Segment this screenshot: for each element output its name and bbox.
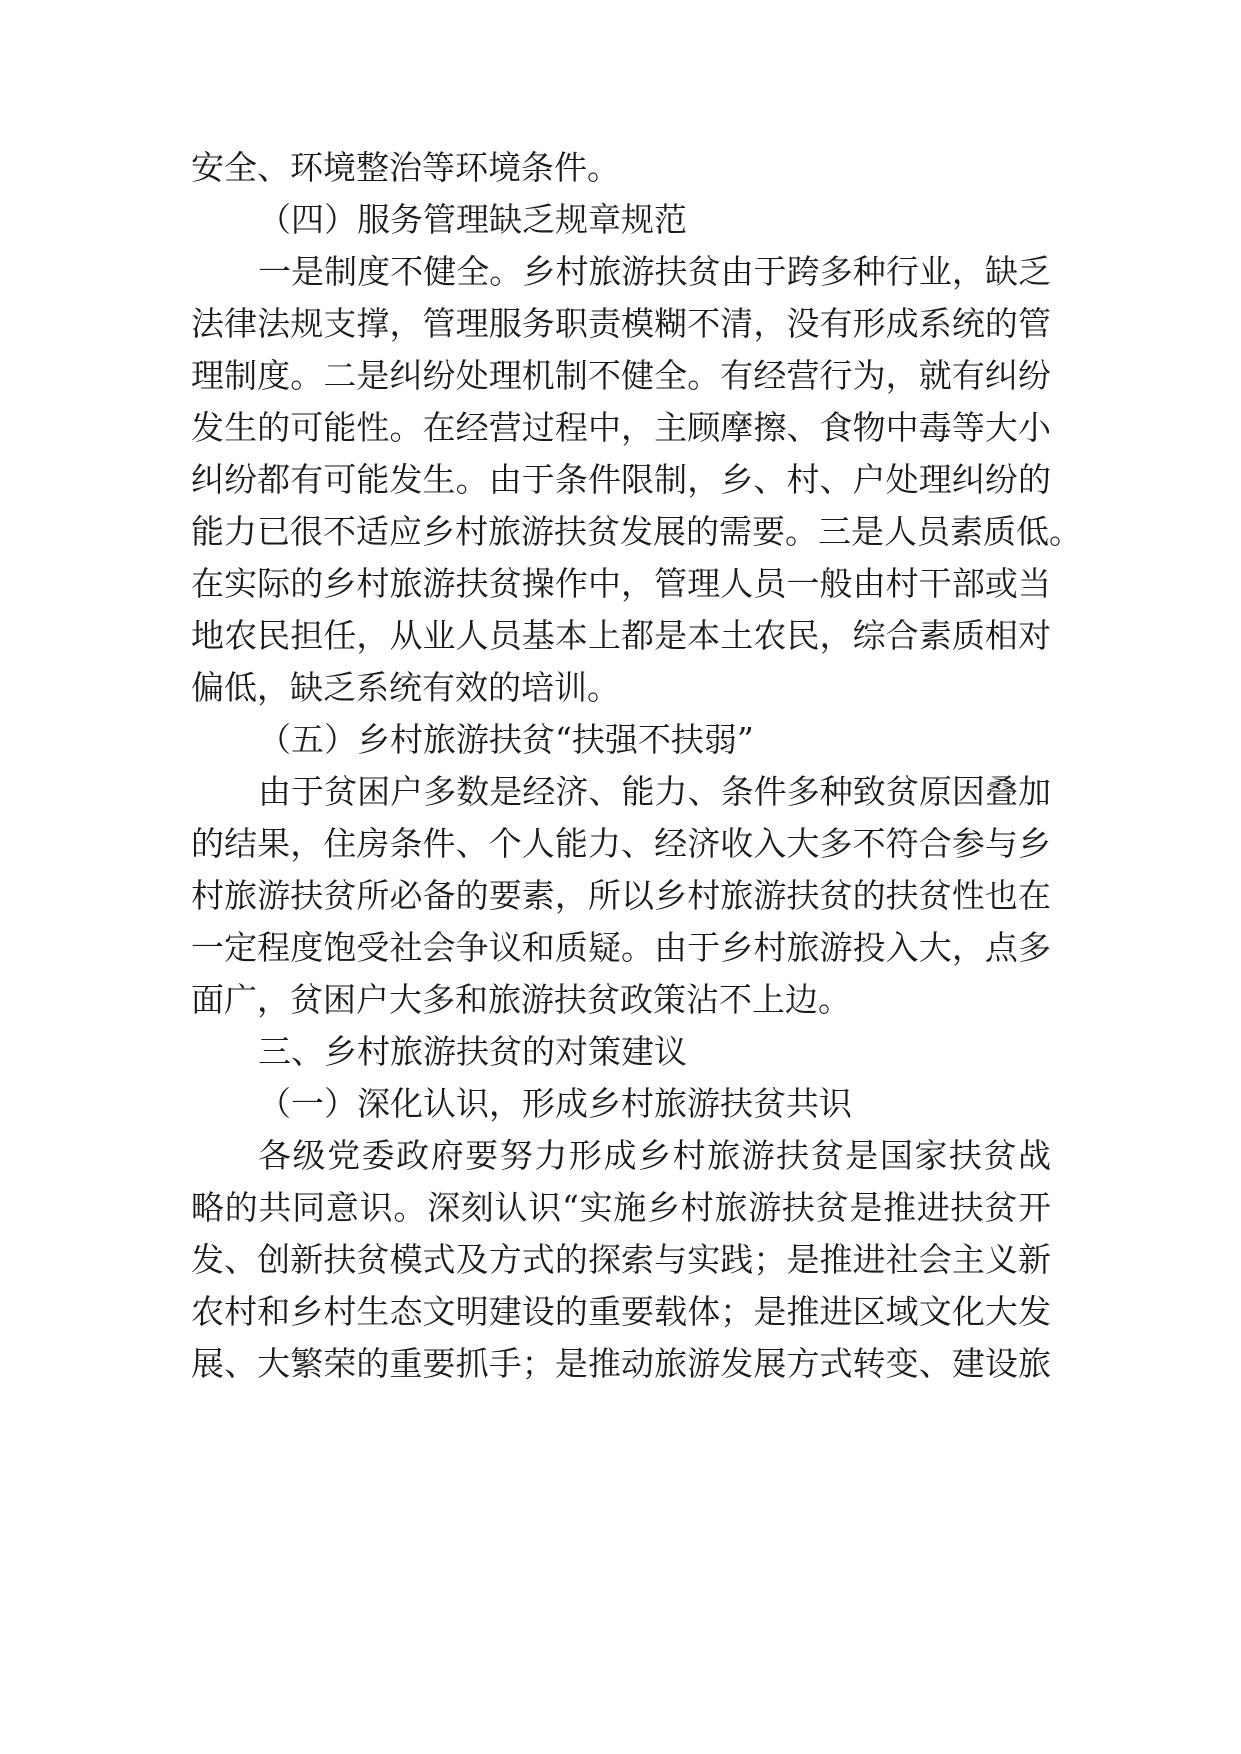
text-line: 面广，贫困户大多和旅游扶贫政策沾不上边。 <box>191 980 851 1019</box>
text-line: 法律法规支撑，管理服务职责模糊不清，没有形成系统的管 <box>191 304 1051 343</box>
text-line: 在实际的乡村旅游扶贫操作中，管理人员一般由村干部或当 <box>191 564 1051 603</box>
text-line: 发生的可能性。在经营过程中，主顾摩擦、食物中毒等大小 <box>191 408 1051 447</box>
text-line: 农村和乡村生态文明建设的重要载体；是推进区域文化大发 <box>191 1292 1051 1331</box>
text-line: 展、大繁荣的重要抓手；是推动旅游发展方式转变、建设旅 <box>191 1344 1051 1383</box>
text-line: 由于贫困户多数是经济、能力、条件多种致贫原因叠加 <box>258 772 1051 811</box>
text-line: 略的共同意识。深刻认识“实施乡村旅游扶贫是推进扶贫开 <box>191 1188 1051 1227</box>
chapter-heading: 三、乡村旅游扶贫的对策建议 <box>258 1032 687 1071</box>
text-line: 一是制度不健全。乡村旅游扶贫由于跨多种行业，缺乏 <box>258 252 1051 291</box>
text-line: 地农民担任，从业人员基本上都是本土农民，综合素质相对 <box>191 616 1051 655</box>
text-line: 偏低，缺乏系统有效的培训。 <box>191 668 620 707</box>
text-line: 一定程度饱受社会争议和质疑。由于乡村旅游投入大，点多 <box>191 928 1051 967</box>
text-line: 理制度。二是纠纷处理机制不健全。有经营行为，就有纠纷 <box>191 356 1051 395</box>
section-heading: （五）乡村旅游扶贫“扶强不扶弱” <box>258 720 754 759</box>
text-line: 各级党委政府要努力形成乡村旅游扶贫是国家扶贫战 <box>258 1136 1051 1175</box>
text-line: 安全、环境整治等环境条件。 <box>191 148 620 187</box>
section-heading: （四）服务管理缺乏规章规范 <box>258 200 687 239</box>
text-line: 能力已很不适应乡村旅游扶贫发展的需要。三是人员素质低。 <box>191 512 1082 551</box>
text-line: 的结果，住房条件、个人能力、经济收入大多不符合参与乡 <box>191 824 1051 863</box>
text-line: 发、创新扶贫模式及方式的探索与实践；是推进社会主义新 <box>191 1240 1051 1279</box>
text-line: 纠纷都有可能发生。由于条件限制，乡、村、户处理纠纷的 <box>191 460 1051 499</box>
section-heading: （一）深化认识，形成乡村旅游扶贫共识 <box>258 1084 852 1123</box>
text-line: 村旅游扶贫所必备的要素，所以乡村旅游扶贫的扶贫性也在 <box>191 876 1051 915</box>
